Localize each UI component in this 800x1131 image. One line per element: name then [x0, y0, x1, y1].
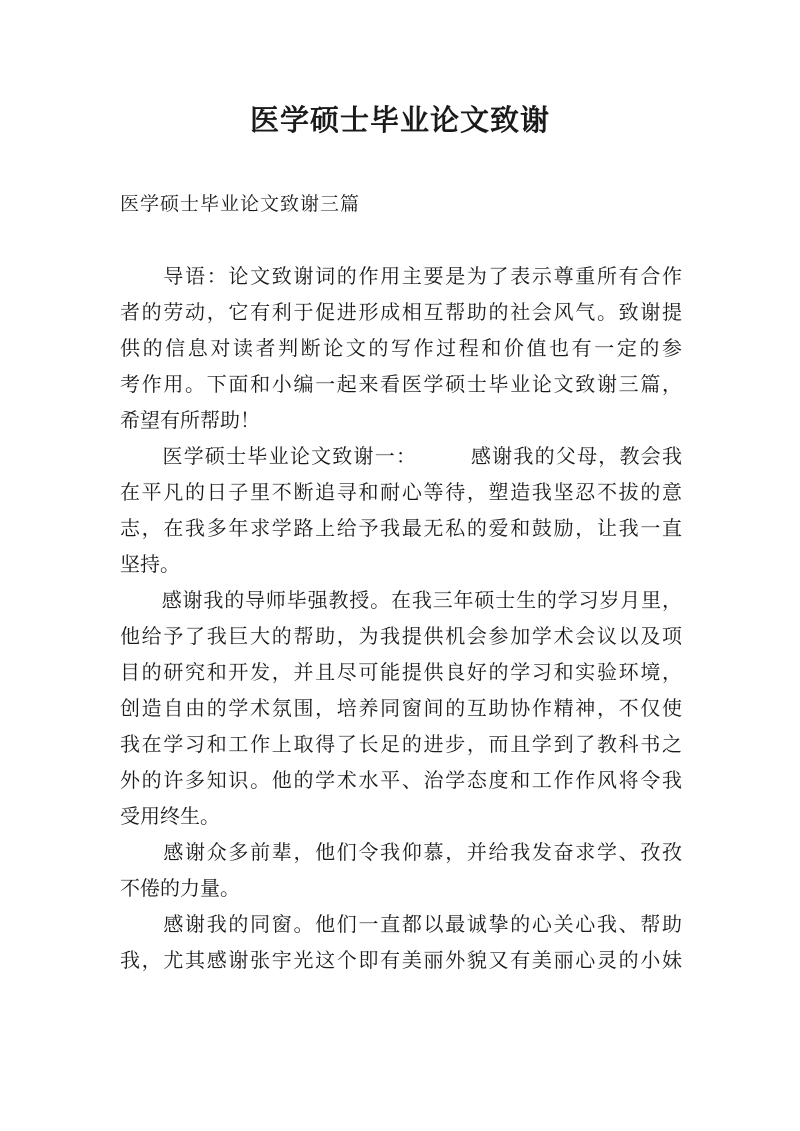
text-line: 导语：论文致谢词的作用主要是为了表示尊重所有合作	[120, 264, 682, 288]
paragraph-intro	[120, 258, 682, 438]
text-line: 考作用。下面和小编一起来看医学硕士毕业论文致谢三篇，	[120, 372, 682, 396]
text-line: 感谢众多前辈，他们令我仰慕，并给我发奋求学、孜孜	[120, 840, 682, 864]
text-line: 感谢我的导师毕强教授。在我三年硕士生的学习岁月里，	[120, 588, 682, 612]
text-line: 目的研究和开发，并且尽可能提供良好的学习和实验环境，	[120, 660, 682, 684]
document-body	[120, 258, 682, 978]
paragraph-thanks-parents	[120, 438, 682, 582]
text-line: 供的信息对读者判断论文的写作过程和价值也有一定的参	[120, 336, 682, 360]
document-title: 医学硕士毕业论文致谢	[249, 103, 550, 137]
text-line: 志，在我多年求学路上给予我最无私的爱和鼓励，让我一直	[120, 516, 682, 540]
text-line: 外的许多知识。他的学术水平、治学态度和工作作风将令我	[120, 768, 682, 792]
text-line: 在平凡的日子里不断追寻和耐心等待，塑造我坚忍不拔的意	[120, 480, 682, 504]
paragraph-thanks-advisor	[120, 582, 682, 834]
text-line: 希望有所帮助！	[120, 408, 260, 432]
paragraph-thanks-classmates	[120, 906, 682, 978]
text-line: 我在学习和工作上取得了长足的进步，而且学到了教科书之	[120, 732, 682, 756]
text-line: 我，尤其感谢张宇光这个即有美丽外貌又有美丽心灵的小妹	[120, 948, 682, 972]
text-line: 坚持。	[120, 552, 180, 576]
text-line: 不倦的力量。	[120, 876, 240, 900]
text-line: 者的劳动，它有利于促进形成相互帮助的社会风气。致谢提	[120, 300, 682, 324]
text-line: 感谢我的同窗。他们一直都以最诚挚的心关心我、帮助	[120, 912, 682, 936]
text-line: 创造自由的学术氛围，培养同窗间的互助协作精神，不仅使	[120, 696, 682, 720]
text-line: 他给予了我巨大的帮助，为我提供机会参加学术会议以及项	[120, 624, 682, 648]
document-subtitle: 医学硕士毕业论文致谢三篇	[120, 193, 361, 215]
paragraph-thanks-seniors	[120, 834, 682, 906]
text-line: 医学硕士毕业论文致谢一： 感谢我的父母，教会我	[120, 444, 682, 468]
text-line: 受用终生。	[120, 804, 220, 828]
